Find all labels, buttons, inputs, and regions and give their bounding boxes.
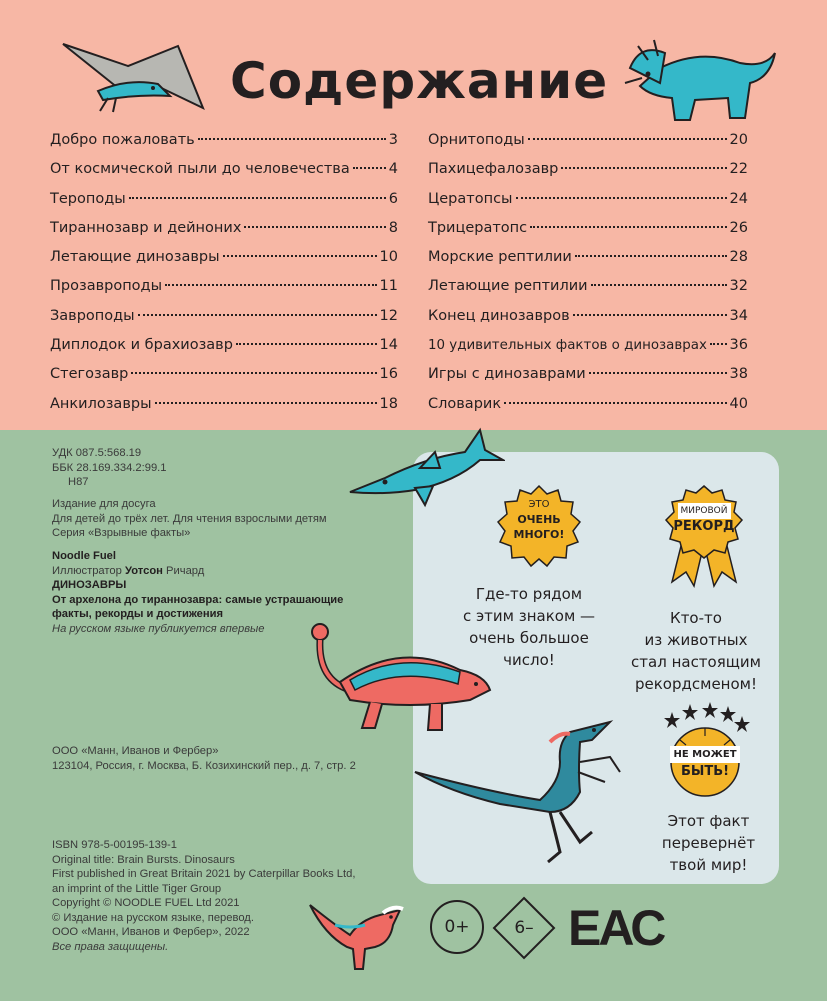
dot-leader <box>561 167 726 169</box>
first-published-line2: an imprint of the Little Tiger Group <box>52 882 222 895</box>
dot-leader <box>504 402 726 404</box>
age-rating-text: 0+ <box>444 917 470 937</box>
toc-page: 40 <box>729 395 748 412</box>
dot-leader <box>589 372 727 374</box>
imprint-publisher <box>52 744 356 773</box>
toc-page: 14 <box>379 337 398 354</box>
toc-right-column <box>428 132 748 425</box>
imprint-classification <box>52 446 167 490</box>
toc-page: 38 <box>729 366 748 383</box>
dot-leader <box>353 167 386 169</box>
toc-entry[interactable] <box>428 249 748 278</box>
illustrator-name: Ричард <box>162 564 205 577</box>
caption-line: из животных <box>644 631 748 649</box>
toc-entry[interactable] <box>50 366 398 395</box>
age-rating-text: 6– <box>514 918 534 938</box>
badge-world-record-top: МИРОВОЙ <box>678 503 731 519</box>
toc-page: 26 <box>729 219 748 236</box>
badge-world-record-bottom: РЕКОРД <box>673 519 735 534</box>
illustrator-line <box>52 564 343 579</box>
toc-page: 24 <box>729 190 748 207</box>
dot-leader <box>516 197 727 199</box>
caption-line: твой мир! <box>669 856 748 874</box>
dot-leader <box>528 138 727 140</box>
toc-label: Прозавроподы <box>50 278 163 295</box>
triceratops-illustration <box>620 38 780 128</box>
toc-entry[interactable] <box>50 308 398 337</box>
toc-page: 4 <box>388 161 398 178</box>
toc-entry[interactable] <box>50 249 398 278</box>
caption-line: Где-то рядом <box>475 585 583 603</box>
isbn: ISBN 978-5-00195-139-1 <box>52 839 178 851</box>
badge-world-record <box>664 503 744 535</box>
dot-leader <box>198 138 386 140</box>
badge-cannot-be <box>660 746 750 780</box>
age-rating-circle <box>430 900 484 954</box>
toc-entry[interactable] <box>428 191 748 220</box>
caption-line: стал настоящим <box>631 653 761 671</box>
toc-label: Летающие динозавры <box>50 249 220 266</box>
toc-label: Тероподы <box>50 190 126 207</box>
author-name: Noodle Fuel <box>52 550 117 562</box>
age-rating-diamond <box>492 916 556 940</box>
dot-leader <box>530 226 726 228</box>
toc-entry[interactable] <box>428 132 748 161</box>
toc-page: 12 <box>379 307 398 324</box>
badge-world-record-caption <box>616 607 776 695</box>
dot-leader <box>223 255 377 257</box>
caption-line: с этим знаком — <box>462 607 596 625</box>
toc-entry[interactable] <box>50 220 398 249</box>
caption-line: рекордсменом! <box>635 675 757 693</box>
toc-label: Словарик <box>428 395 502 412</box>
caption-line: перевернёт <box>661 834 756 852</box>
dot-leader <box>591 284 727 286</box>
toc-label: Трицератопс <box>428 219 528 236</box>
udk-code: УДК 087.5:568.19 <box>52 447 142 459</box>
eac-mark <box>568 897 664 959</box>
small-dinosaur-illustration <box>305 895 410 975</box>
badge-cannot-be-top: НЕ МОЖЕТ <box>670 746 739 763</box>
toc-entry[interactable] <box>428 278 748 307</box>
toc-entry[interactable] <box>50 161 398 190</box>
toc-label: Диплодок и брахиозавр <box>50 337 233 354</box>
toc-entry[interactable] <box>50 132 398 161</box>
toc-page: 6 <box>388 190 398 207</box>
toc-label: Пахицефалозавр <box>428 161 559 178</box>
toc-page: 20 <box>729 132 748 148</box>
badge-very-many-top: ЭТО <box>528 499 550 510</box>
toc-left-column <box>50 132 398 425</box>
imprint-notes <box>52 497 327 541</box>
dot-leader <box>129 197 386 199</box>
eac-text: ЕАС <box>568 900 664 956</box>
dot-leader <box>244 226 385 228</box>
toc-entry[interactable] <box>50 191 398 220</box>
caption-line: число! <box>503 651 555 669</box>
dot-leader <box>165 284 377 286</box>
ichthyosaur-illustration <box>345 420 505 510</box>
toc-page: 3 <box>388 132 398 148</box>
toc-label: Завроподы <box>50 307 135 324</box>
toc-page: 10 <box>379 249 398 266</box>
toc-label: Добро пожаловать <box>50 132 195 148</box>
toc-page: 11 <box>379 278 398 295</box>
caption-line: очень большое <box>469 629 589 647</box>
series-note: Серия «Взрывные факты» <box>52 527 191 539</box>
toc-label: Цератопсы <box>428 190 513 207</box>
first-published-line1: First published in Great Britain 2021 by Caterpillar Books Ltd, <box>52 868 356 880</box>
dot-leader <box>138 314 377 316</box>
dot-leader <box>573 314 727 316</box>
caption-line: Этот факт <box>667 812 750 830</box>
badge-cannot-be-caption <box>646 810 771 876</box>
toc-label: Морские рептилии <box>428 249 572 266</box>
toc-entry[interactable] <box>428 366 748 395</box>
toc-page: 18 <box>379 395 398 412</box>
toc-label: Орнитоподы <box>428 132 525 148</box>
toc-page: 34 <box>729 307 748 324</box>
toc-label: 10 удивительных фактов о динозаврах <box>428 338 707 354</box>
page-title: Содержание <box>230 52 609 110</box>
raptor-illustration <box>410 712 640 872</box>
toc-page: 22 <box>729 161 748 178</box>
badge-world-record-icon <box>664 484 744 588</box>
toc-label: От космической пыли до человечества <box>50 161 350 178</box>
toc-entry[interactable] <box>50 278 398 307</box>
toc-entry[interactable] <box>428 308 748 337</box>
original-title: Original title: Brain Bursts. Dinosaurs <box>52 853 235 866</box>
copyright-line1: Copyright © NOODLE FUEL Ltd 2021 <box>52 897 240 909</box>
toc-label: Игры с динозаврами <box>428 366 586 383</box>
rights-note: Все права защищены. <box>52 940 169 953</box>
author-code: Н87 <box>68 476 89 488</box>
book-subtitle-line1: От архелона до тираннозавра: самые устрашающие <box>52 593 344 606</box>
toc-label: Тираннозавр и дейноних <box>50 219 242 236</box>
bbk-code: ББК 28.169.334.2:99.1 <box>52 461 167 474</box>
copyright-line2: © Издание на русском языке, перевод. <box>52 911 254 924</box>
toc-page: 28 <box>729 249 748 266</box>
dot-leader <box>236 343 377 345</box>
toc-label: Конец динозавров <box>428 307 570 324</box>
toc-label: Стегозавр <box>50 366 129 383</box>
toc-page: 36 <box>729 337 748 354</box>
pterosaur-illustration <box>58 36 208 116</box>
leisure-note: Издание для досуга <box>52 498 156 510</box>
toc-entry[interactable] <box>428 161 748 190</box>
toc-label: Летающие рептилии <box>428 278 588 295</box>
badge-very-many-bottom: МНОГО! <box>513 528 565 541</box>
first-time-note: На русском языке публикуется впервые <box>52 622 265 635</box>
badge-very-many <box>497 497 581 542</box>
badge-cannot-be-bottom: БЫТЬ! <box>680 764 730 779</box>
age-note: Для детей до трёх лет. Для чтения взрослыми детям <box>52 512 327 525</box>
toc-entry[interactable] <box>428 337 748 366</box>
dot-leader <box>575 255 727 257</box>
illustrator-prefix: Иллюстратор <box>52 564 125 577</box>
toc-entry[interactable] <box>50 337 398 366</box>
dot-leader <box>131 372 376 374</box>
badge-very-many-mid: ОЧЕНЬ <box>517 513 561 526</box>
publisher-name: ООО «Манн, Иванов и Фербер» <box>52 745 219 757</box>
dot-leader <box>710 343 727 345</box>
toc-page: 8 <box>388 219 398 236</box>
toc-label: Анкилозавры <box>50 395 152 412</box>
book-title: ДИНОЗАВРЫ <box>52 579 127 591</box>
dot-leader <box>155 402 377 404</box>
toc-page: 16 <box>379 366 398 383</box>
publisher-address: 123104, Россия, г. Москва, Б. Козихинский пер., д. 7, стр. 2 <box>52 759 356 772</box>
book-subtitle-line2: факты, рекорды и достижения <box>52 608 224 620</box>
toc-entry[interactable] <box>428 220 748 249</box>
toc-page: 32 <box>729 278 748 295</box>
illustrator-surname: Уотсон <box>124 564 163 577</box>
caption-line: Кто-то <box>670 609 722 627</box>
copyright-line3: ООО «Манн, Иванов и Фербер», 2022 <box>52 926 250 938</box>
